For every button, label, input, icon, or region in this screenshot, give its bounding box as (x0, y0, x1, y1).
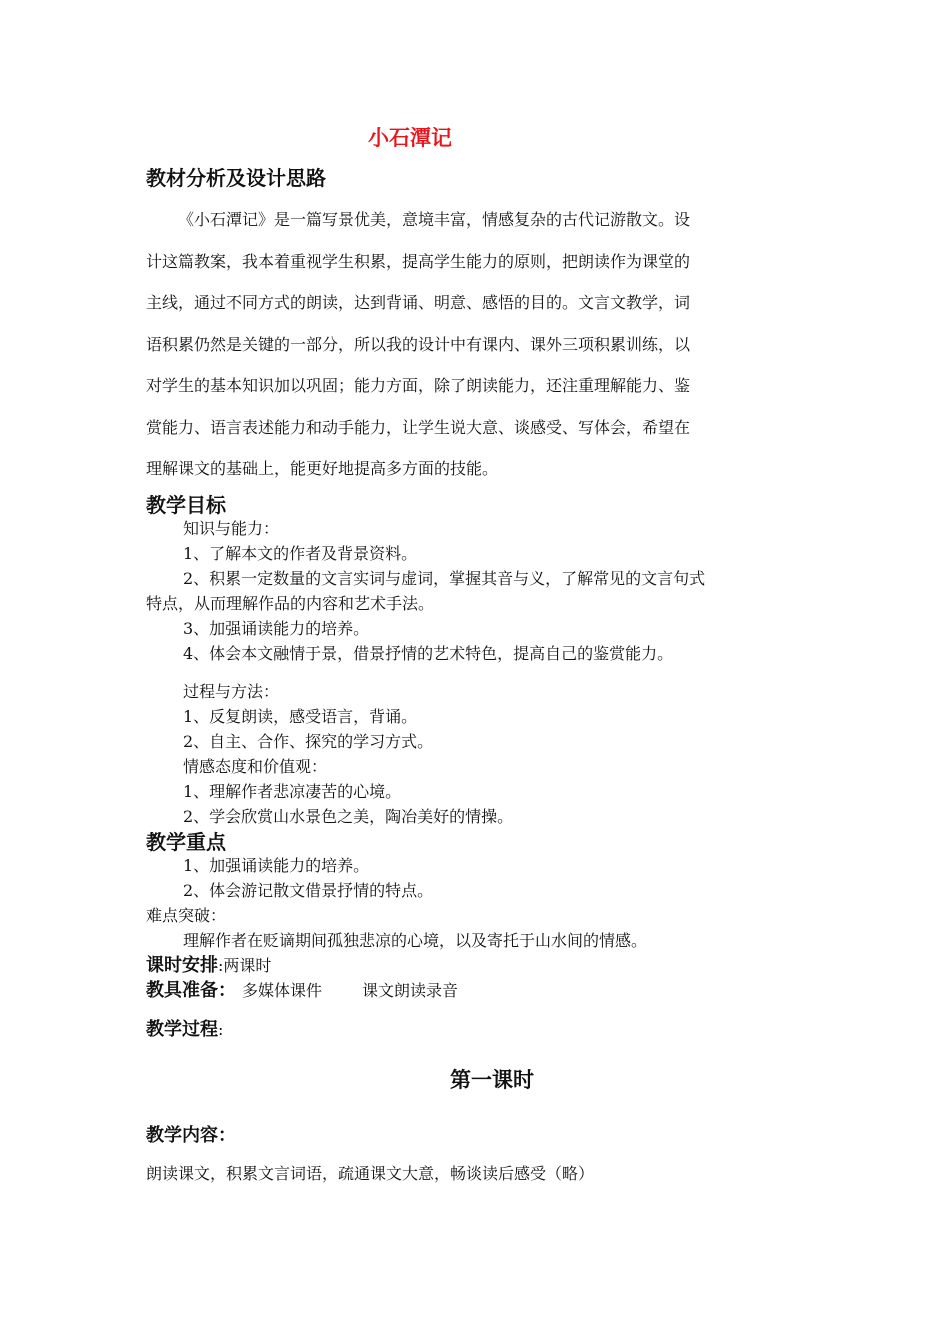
knowledge-item: 4、体会本文融情于景，借景抒情的艺术特色，提高自己的鉴赏能力。 (183, 644, 674, 663)
goals-heading: 教学目标 (146, 493, 226, 517)
analysis-line: 理解课文的基础上，能更好地提高多方面的技能。 (146, 459, 499, 478)
analysis-line: 语积累仍然是关键的一部分，所以我的设计中有课内、课外三项积累训练，以 (146, 334, 691, 354)
emotion-item: 2、学会欣赏山水景色之美，陶冶美好的情操。 (183, 807, 514, 826)
lesson-content-label: 教学内容： (146, 1125, 236, 1146)
analysis-heading: 教材分析及设计思路 (146, 166, 326, 190)
schedule-line (146, 951, 271, 977)
difficulty-text: 理解作者在贬谪期间孤独悲凉的心境，以及寄托于山水间的情感。 (183, 931, 648, 950)
process-method-item: 1、反复朗读，感受语言，背诵。 (183, 707, 418, 726)
emotion-label: 情感态度和价值观： (183, 757, 328, 776)
knowledge-item: 1、了解本文的作者及背景资料。 (183, 544, 418, 563)
analysis-line: 主线，通过不同方式的朗读，达到背诵、明意、感悟的目的。文言文教学，词 (146, 293, 691, 312)
document-title: 小石潭记 (368, 126, 452, 150)
tools-line (146, 976, 458, 1002)
emotion-item: 1、理解作者悲凉凄苦的心境。 (183, 782, 402, 801)
process-line (146, 1015, 223, 1041)
process-colon: : (218, 1020, 224, 1039)
knowledge-label: 知识与能力： (183, 519, 280, 538)
knowledge-item: 3、加强诵读能力的培养。 (183, 619, 370, 638)
analysis-line: 对学生的基本知识加以巩固；能力方面，除了朗读能力，还注重理解能力、鉴 (146, 376, 691, 395)
process-method-item: 2、自主、合作、探究的学习方式。 (183, 732, 434, 751)
focus-item: 2、体会游记散文借景抒情的特点。 (183, 881, 434, 900)
tools-item: 多媒体课件 (242, 981, 323, 1000)
schedule-value: :两课时 (218, 956, 272, 975)
lesson-heading: 第一课时 (450, 1068, 534, 1092)
knowledge-item: 2、积累一定数量的文言实词与虚词，掌握其音与义，了解常见的文言句式 (183, 569, 706, 588)
focus-heading: 教学重点 (146, 830, 226, 854)
difficulty-label: 难点突破： (146, 906, 227, 925)
tools-item: 课文朗读录音 (362, 981, 459, 1000)
knowledge-item-continued: 特点，从而理解作品的内容和艺术手法。 (146, 594, 435, 613)
analysis-line: 计这篇教案，我本着重视学生积累，提高学生能力的原则，把朗读作为课堂的 (146, 251, 691, 271)
process-method-label: 过程与方法： (183, 682, 280, 701)
lesson-content-text: 朗读课文，积累文言词语，疏通课文大意，畅谈读后感受（略） (146, 1164, 595, 1183)
schedule-label: 课时安排 (146, 955, 218, 976)
analysis-paragraph (146, 199, 806, 490)
tools-label: 教具准备： (146, 980, 236, 1001)
analysis-line: 《小石潭记》是一篇写景优美，意境丰富，情感复杂的古代记游散文。设 (178, 210, 691, 229)
focus-item: 1、加强诵读能力的培养。 (183, 856, 370, 875)
process-label: 教学过程 (146, 1019, 218, 1040)
analysis-line: 赏能力、语言表述能力和动手能力，让学生说大意、谈感受、写体会，希望在 (146, 417, 691, 437)
